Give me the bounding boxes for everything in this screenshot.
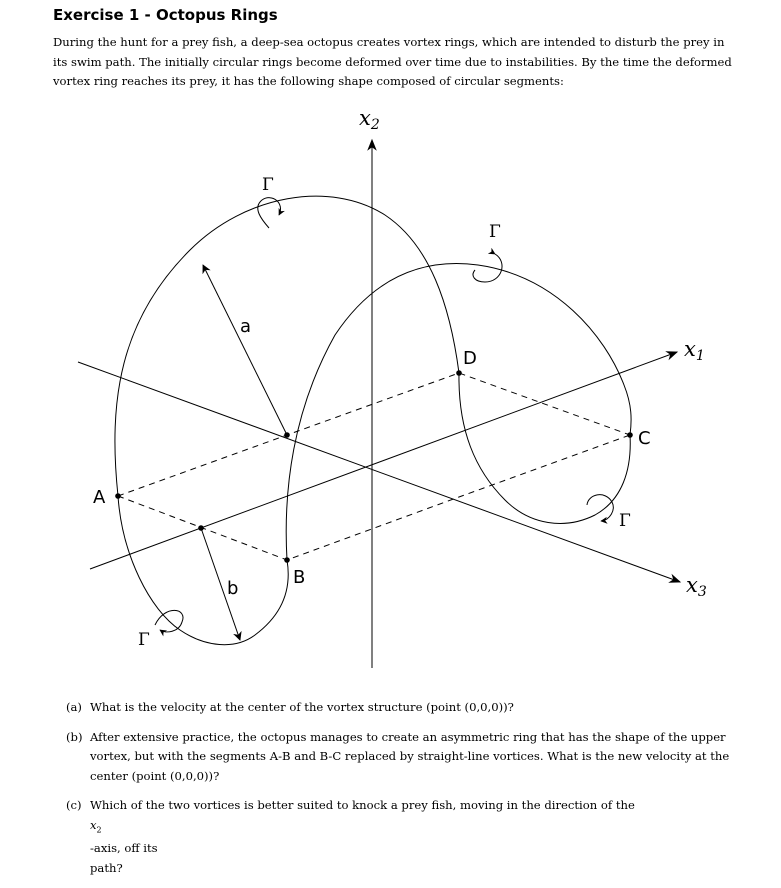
axis-x1-label: x1 xyxy=(684,337,705,364)
axis-x3-line xyxy=(78,362,680,582)
circulation-label: Γ xyxy=(138,630,150,650)
intro-line: During the hunt for a prey fish, a deep-sea octopus creates vortex rings, which are intended to disturb the prey in xyxy=(53,35,725,49)
question-text: center (point (0,0,0))? xyxy=(90,768,220,783)
question-b xyxy=(66,728,734,787)
question-text: path? xyxy=(90,860,123,875)
question-label: (b) xyxy=(66,729,83,744)
dashed-lower-frame xyxy=(118,435,630,560)
question-label: (a) xyxy=(66,700,82,714)
circulation-label: Γ xyxy=(619,511,631,531)
question-text: vortex, but with the segments A-B and B-C replaced by straight-line vortices. What is the new velocity at the xyxy=(90,749,730,763)
front-lower-ring-curve xyxy=(459,373,630,523)
point-d-dot xyxy=(456,370,462,376)
point-c-label: C xyxy=(638,428,651,449)
lower-center-dot xyxy=(198,525,204,531)
back-ring-curve xyxy=(286,264,631,560)
intro-line: vortex ring reaches its prey, it has the following shape composed of circular segments: xyxy=(53,74,564,88)
radius-a-arrow xyxy=(203,265,287,435)
circulation-label: Γ xyxy=(262,175,274,195)
point-b-label: B xyxy=(293,567,306,588)
point-d-label: D xyxy=(463,348,477,369)
axis-x2-label: x2 xyxy=(359,106,380,133)
circulation-label: Γ xyxy=(489,222,501,242)
exercise-title: Exercise 1 - Octopus Rings xyxy=(53,6,278,24)
axis-x3-label: x3 xyxy=(686,573,707,600)
radius-b-label: b xyxy=(227,578,239,599)
upper-ring-curve xyxy=(115,196,459,496)
circulation-arrow xyxy=(473,254,502,282)
question-text: Which of the two vortices is better suited to knock a prey fish, moving in the direction of the $x_2$ -axis, off its xyxy=(90,798,635,856)
question-text: What is the velocity at the center of the vortex structure (point (0,0,0))? xyxy=(90,700,514,714)
question-c xyxy=(66,796,734,878)
question-text: After extensive practice, the octopus manages to create an asymmetric ring that has the shape of the upper xyxy=(90,729,726,744)
point-c-dot xyxy=(627,432,633,438)
axis-x1-line xyxy=(90,352,677,569)
upper-center-dot xyxy=(284,432,290,438)
question-list xyxy=(66,698,734,888)
dashed-upper-frame xyxy=(118,373,630,496)
question-a xyxy=(66,698,734,718)
point-a-dot xyxy=(115,493,121,499)
circulation-arrow xyxy=(258,198,281,228)
point-b-dot xyxy=(284,557,290,563)
lower-ring-curve xyxy=(118,496,288,645)
intro-line: its swim path. The initially circular rings become deformed over time due to instabilities. By the time the deformed xyxy=(53,54,732,69)
question-label: (c) xyxy=(66,798,82,812)
radius-a-label: a xyxy=(240,316,252,337)
point-a-label: A xyxy=(93,487,106,508)
